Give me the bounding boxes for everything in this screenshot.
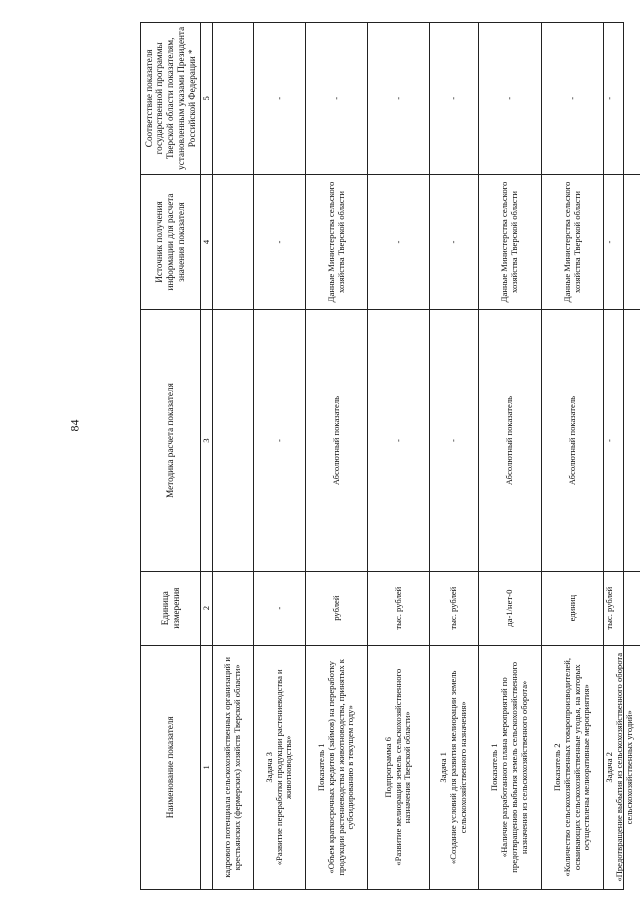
row-source: Данные Министерства сельского хозяйства Тверской области bbox=[479, 174, 542, 310]
row-method: - bbox=[430, 309, 479, 570]
header-unit: Единица измерения bbox=[141, 571, 201, 645]
table-header-row bbox=[141, 23, 201, 889]
row-compliance: - bbox=[306, 23, 368, 174]
table-row bbox=[213, 23, 254, 889]
row-unit: рублей bbox=[306, 571, 368, 645]
table-row bbox=[542, 23, 604, 889]
row-unit: единиц bbox=[542, 571, 604, 645]
row-method: Абсолютный показатель bbox=[542, 309, 604, 570]
column-number: 5 bbox=[201, 23, 213, 174]
row-method: - bbox=[254, 309, 306, 570]
row-unit: тыс. рублей bbox=[368, 571, 430, 645]
row-source: - bbox=[368, 174, 430, 310]
row-indicator-name: Задача 3 «Развитие переработки продукции растениеводства и животноводства» bbox=[254, 645, 306, 889]
column-number: 3 bbox=[201, 309, 213, 570]
row-source: Данные Министерства сельского хозяйства Тверской области bbox=[542, 174, 604, 310]
row-compliance: - bbox=[368, 23, 430, 174]
row-compliance: - bbox=[542, 23, 604, 174]
row-indicator-name: Показатель 1 «Наличие разработанного плана мероприятий по предотвращению выбытия земель сельскохозяйственного назначения из сельскохозяйственного оборота» bbox=[479, 645, 542, 889]
header-compliance: Соответствие показателя государственной программы Тверской области показателям, установленным указами Президента Российской Федерации * bbox=[141, 23, 201, 174]
row-indicator-name: Задача 1 «Создание условий для развития мелиорации земель сельскохозяйственного назначения» bbox=[430, 645, 479, 889]
row-indicator-name: Подпрограмма 6 «Развитие мелиорации земель сельскохозяйственного назначения Тверской области» bbox=[368, 645, 430, 889]
indicator-table bbox=[140, 22, 634, 890]
table-row bbox=[368, 23, 430, 889]
column-number-row bbox=[201, 23, 213, 889]
header-method: Методика расчета показателя bbox=[141, 309, 201, 570]
row-compliance: - bbox=[479, 23, 542, 174]
table-row bbox=[306, 23, 368, 889]
header-indicator-name: Наименование показателя bbox=[141, 645, 201, 889]
row-indicator-name: Задача 2 «Предотвращение выбытия из сельскохозяйственного оборота сельскохозяйственных угодий» bbox=[604, 645, 640, 889]
row-source: - bbox=[254, 174, 306, 310]
row-compliance bbox=[213, 23, 254, 174]
row-unit: тыс. рублей bbox=[604, 571, 640, 645]
row-method: - bbox=[604, 309, 640, 570]
row-compliance: - bbox=[604, 96, 614, 100]
row-compliance: - bbox=[430, 23, 479, 174]
header-source: Источник получения информации для расчета значения показателя bbox=[141, 174, 201, 310]
column-number: 2 bbox=[201, 571, 213, 645]
row-unit: - bbox=[254, 571, 306, 645]
row-method: Абсолютный показатель bbox=[306, 309, 368, 570]
table-row bbox=[430, 23, 479, 889]
column-number: 1 bbox=[201, 645, 213, 889]
row-method: Абсолютный показатель bbox=[479, 309, 542, 570]
row-method bbox=[213, 309, 254, 570]
row-compliance: - bbox=[254, 23, 306, 174]
table-row bbox=[254, 23, 306, 889]
row-source: - bbox=[604, 174, 640, 310]
row-indicator-name: кадрового потенциала сельскохозяйственных организаций и крестьянских (фермерских) хозяйств Тверской области» bbox=[213, 645, 254, 889]
row-source: Данные Министерства сельского хозяйства Тверской области bbox=[306, 174, 368, 310]
table-row bbox=[479, 23, 542, 889]
table-row bbox=[604, 23, 634, 889]
page-number: 84 bbox=[67, 419, 82, 432]
row-unit bbox=[213, 571, 254, 645]
column-number: 4 bbox=[201, 174, 213, 310]
row-method: - bbox=[368, 309, 430, 570]
row-source bbox=[213, 174, 254, 310]
row-indicator-name: Показатель 1 «Объем краткосрочных кредитов (займов) на переработку продукции растениеводства и животноводства, принятых к субсидированию в текущем году» bbox=[306, 645, 368, 889]
row-indicator-name: Показатель 2 «Количество сельскохозяйственных товаропроизводителей, осваивающих сельскохозяйственные угодья, на которых осуществлены мелиоративные мероприятия» bbox=[542, 645, 604, 889]
row-source: - bbox=[430, 174, 479, 310]
row-unit: тыс. рублей bbox=[430, 571, 479, 645]
row-unit: да-1/нет-0 bbox=[479, 571, 542, 645]
